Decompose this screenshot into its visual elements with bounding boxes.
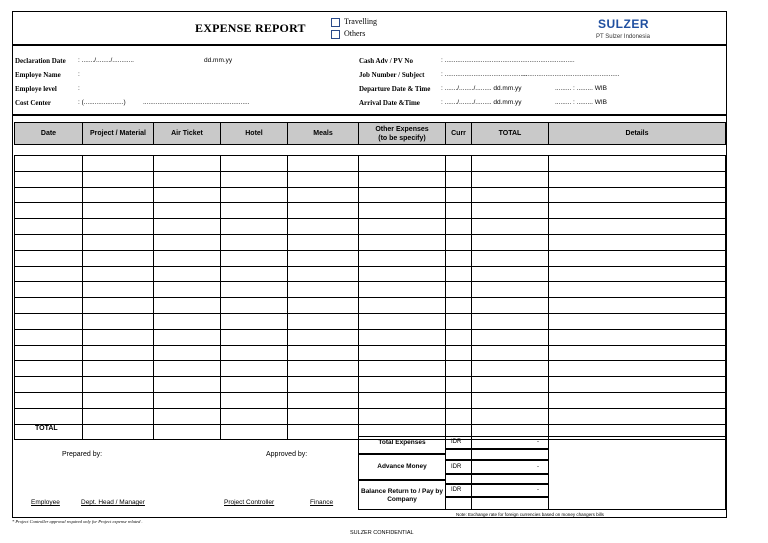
table-cell[interactable] — [153, 360, 221, 377]
exchange-rate-note: Note: Exchange rate for foreign currencies based on money changers bills — [456, 512, 604, 517]
col-header-1: Project / Material — [82, 122, 154, 145]
table-cell[interactable] — [548, 329, 726, 346]
table-cell[interactable] — [548, 281, 726, 298]
table-cell[interactable] — [358, 234, 446, 251]
table-cell[interactable] — [153, 297, 221, 314]
table-cell[interactable] — [445, 266, 472, 283]
job-subject-value[interactable]: ...................................................... — [522, 71, 620, 78]
table-cell[interactable] — [358, 218, 446, 235]
total-expenses-curr: IDR — [451, 439, 462, 445]
table-cell[interactable] — [287, 202, 359, 219]
table-cell[interactable] — [358, 266, 446, 283]
declaration-date-format: dd.mm.yy — [204, 57, 233, 64]
table-cell[interactable] — [220, 202, 288, 219]
table-cell[interactable] — [153, 392, 221, 409]
cost-center-label: Cost Center — [15, 99, 51, 107]
table-cell[interactable] — [445, 187, 472, 204]
table-cell[interactable] — [445, 376, 472, 393]
table-cell[interactable] — [153, 376, 221, 393]
table-cell[interactable] — [548, 171, 726, 188]
table-cell[interactable] — [153, 234, 221, 251]
table-cell[interactable] — [14, 266, 83, 283]
employee-name-label: Employe Name — [15, 71, 61, 79]
table-cell[interactable] — [287, 392, 359, 409]
table-cell[interactable] — [358, 408, 446, 425]
table-cell[interactable] — [287, 250, 359, 267]
table-cell[interactable] — [471, 187, 549, 204]
table-cell[interactable] — [471, 313, 549, 330]
table-cell[interactable] — [358, 345, 446, 362]
table-cell[interactable] — [153, 281, 221, 298]
table-cell[interactable] — [548, 376, 726, 393]
table-cell[interactable] — [220, 313, 288, 330]
table-cell[interactable] — [445, 345, 472, 362]
table-cell[interactable] — [471, 250, 549, 267]
table-cell[interactable] — [471, 266, 549, 283]
employee-level-value[interactable]: : — [78, 85, 80, 92]
table-cell[interactable] — [153, 187, 221, 204]
table-cell[interactable] — [358, 171, 446, 188]
table-cell[interactable] — [445, 360, 472, 377]
others-checkbox[interactable] — [331, 30, 340, 39]
table-cell[interactable] — [82, 408, 154, 425]
table-cell[interactable] — [14, 250, 83, 267]
table-cell[interactable] — [82, 297, 154, 314]
table-cell[interactable] — [14, 376, 83, 393]
table-cell[interactable] — [445, 250, 472, 267]
table-cell[interactable] — [220, 376, 288, 393]
table-cell[interactable] — [471, 329, 549, 346]
page-title: EXPENSE REPORT — [195, 21, 306, 35]
departure-date-value[interactable]: : ......./......../......... dd.mm.yy — [441, 85, 522, 92]
table-cell[interactable] — [153, 266, 221, 283]
table-cell[interactable] — [287, 297, 359, 314]
table-cell[interactable] — [471, 202, 549, 219]
table-cell[interactable] — [220, 187, 288, 204]
table-cell[interactable] — [14, 329, 83, 346]
table-cell[interactable] — [287, 313, 359, 330]
total-row-cell[interactable] — [287, 424, 359, 441]
cost-center-description[interactable]: ........................................................... — [143, 99, 250, 106]
table-cell[interactable] — [287, 218, 359, 235]
table-cell[interactable] — [287, 281, 359, 298]
table-cell[interactable] — [14, 297, 83, 314]
departure-time-value[interactable]: ......... : ......... WIB — [555, 85, 608, 92]
table-cell[interactable] — [358, 187, 446, 204]
employee-name-value[interactable]: : — [78, 71, 80, 78]
table-cell[interactable] — [153, 329, 221, 346]
summary-amt-3b — [471, 497, 549, 510]
table-cell[interactable] — [445, 171, 472, 188]
table-cell[interactable] — [471, 234, 549, 251]
table-cell[interactable] — [82, 376, 154, 393]
table-cell[interactable] — [445, 297, 472, 314]
table-cell[interactable] — [548, 345, 726, 362]
declaration-date-value[interactable]: : ......./......../............ — [78, 57, 134, 64]
table-cell[interactable] — [14, 345, 83, 362]
table-cell[interactable] — [548, 313, 726, 330]
arrival-date-value[interactable]: : ......./......../......... dd.mm.yy — [441, 99, 522, 106]
table-cell[interactable] — [471, 345, 549, 362]
total-row-cell[interactable] — [153, 424, 221, 441]
table-cell[interactable] — [287, 408, 359, 425]
signatory-project-controller: Project Controller — [224, 499, 275, 506]
summary-amt-2b — [471, 474, 549, 484]
table-cell[interactable] — [445, 202, 472, 219]
total-row-cell[interactable] — [82, 424, 154, 441]
departure-label: Departure Date & Time — [359, 85, 431, 93]
table-cell[interactable] — [445, 408, 472, 425]
table-cell[interactable] — [445, 234, 472, 251]
table-cell[interactable] — [471, 281, 549, 298]
col-header-0: Date — [14, 122, 83, 145]
cash-adv-label: Cash Adv / PV No — [359, 57, 413, 65]
table-cell[interactable] — [220, 234, 288, 251]
confidential-footer: SULZER CONFIDENTIAL — [350, 530, 414, 536]
table-cell[interactable] — [358, 360, 446, 377]
table-cell[interactable] — [14, 171, 83, 188]
table-cell[interactable] — [220, 408, 288, 425]
table-cell[interactable] — [445, 281, 472, 298]
table-cell[interactable] — [548, 392, 726, 409]
total-expenses-label: Total Expenses — [378, 439, 426, 446]
employee-level-label: Employe level — [15, 85, 57, 93]
balance-return-label: Balance Return to / Pay by Company — [361, 488, 443, 503]
table-cell[interactable] — [548, 408, 726, 425]
travelling-label: Travelling — [344, 17, 378, 26]
table-cell[interactable] — [82, 155, 154, 172]
table-cell[interactable] — [14, 281, 83, 298]
travelling-checkbox[interactable] — [331, 18, 340, 27]
table-cell[interactable] — [287, 234, 359, 251]
table-cell[interactable] — [153, 171, 221, 188]
table-cell[interactable] — [220, 171, 288, 188]
table-cell[interactable] — [14, 218, 83, 235]
table-cell[interactable] — [82, 187, 154, 204]
table-cell[interactable] — [287, 187, 359, 204]
table-cell[interactable] — [358, 250, 446, 267]
table-cell[interactable] — [14, 155, 83, 172]
table-cell[interactable] — [471, 360, 549, 377]
table-cell[interactable] — [220, 360, 288, 377]
table-cell[interactable] — [14, 187, 83, 204]
prepared-by-label: Prepared by: — [62, 451, 103, 458]
table-cell[interactable] — [82, 392, 154, 409]
col-header-3: Hotel — [220, 122, 288, 145]
table-cell[interactable] — [287, 155, 359, 172]
balance-return-curr: IDR — [451, 487, 462, 493]
table-cell[interactable] — [548, 187, 726, 204]
table-cell[interactable] — [287, 376, 359, 393]
summary-curr-2b — [445, 474, 472, 484]
table-cell[interactable] — [14, 202, 83, 219]
total-row-cell[interactable] — [220, 424, 288, 441]
table-cell[interactable] — [14, 392, 83, 409]
advance-money-curr: IDR — [451, 464, 462, 470]
summary-amt-1b — [471, 449, 549, 460]
others-label: Others — [344, 29, 366, 38]
company-subtitle: PT Sulzer Indonesia — [596, 34, 650, 40]
table-cell[interactable] — [220, 297, 288, 314]
table-cell[interactable] — [220, 281, 288, 298]
arrival-time-value[interactable]: ......... : ......... WIB — [555, 99, 608, 106]
advance-money-label: Advance Money — [377, 463, 427, 470]
arrival-label: Arrival Date &Time — [359, 99, 420, 107]
col-header-8: Details — [548, 122, 726, 145]
table-cell[interactable] — [358, 202, 446, 219]
table-cell[interactable] — [445, 329, 472, 346]
table-cell[interactable] — [548, 250, 726, 267]
table-cell[interactable] — [287, 329, 359, 346]
table-cell[interactable] — [358, 281, 446, 298]
table-cell[interactable] — [287, 345, 359, 362]
advance-money-amount: - — [537, 464, 539, 470]
table-cell[interactable] — [220, 329, 288, 346]
table-cell[interactable] — [445, 155, 472, 172]
table-cell[interactable] — [82, 329, 154, 346]
cost-center-value[interactable]: : (......................) — [78, 99, 126, 106]
project-controller-note: * Project Controller approval required only for Project expense related . — [12, 519, 143, 524]
summary-curr-1b — [445, 449, 472, 460]
table-cell[interactable] — [220, 155, 288, 172]
table-cell[interactable] — [358, 155, 446, 172]
company-logo: SULZER — [598, 17, 649, 31]
table-cell[interactable] — [358, 313, 446, 330]
table-cell[interactable] — [82, 218, 154, 235]
table-cell[interactable] — [548, 202, 726, 219]
table-cell[interactable] — [445, 218, 472, 235]
col-header-7: TOTAL — [471, 122, 549, 145]
table-cell[interactable] — [82, 266, 154, 283]
table-cell[interactable] — [358, 376, 446, 393]
col-header-4: Meals — [287, 122, 359, 145]
table-cell[interactable] — [548, 218, 726, 235]
table-cell[interactable] — [153, 313, 221, 330]
total-expenses-amount: - — [537, 439, 539, 445]
table-cell[interactable] — [445, 313, 472, 330]
table-cell[interactable] — [358, 329, 446, 346]
table-cell[interactable] — [287, 360, 359, 377]
table-cell[interactable] — [548, 360, 726, 377]
table-cell[interactable] — [471, 408, 549, 425]
table-cell[interactable] — [548, 297, 726, 314]
table-cell[interactable] — [14, 234, 83, 251]
table-cell[interactable] — [548, 234, 726, 251]
table-cell[interactable] — [220, 250, 288, 267]
table-cell[interactable] — [82, 345, 154, 362]
table-cell[interactable] — [220, 218, 288, 235]
col-header-6: Curr — [445, 122, 472, 145]
table-cell[interactable] — [153, 155, 221, 172]
table-cell[interactable] — [471, 297, 549, 314]
table-cell[interactable] — [153, 218, 221, 235]
col-header-5: Other Expenses (to be specify) — [358, 122, 446, 145]
table-cell[interactable] — [445, 392, 472, 409]
table-cell[interactable] — [287, 266, 359, 283]
table-cell[interactable] — [471, 155, 549, 172]
signatory-employee: Employee — [31, 499, 60, 506]
table-cell[interactable] — [82, 313, 154, 330]
table-cell[interactable] — [220, 392, 288, 409]
table-cell[interactable] — [153, 408, 221, 425]
table-cell[interactable] — [287, 171, 359, 188]
table-cell[interactable] — [153, 202, 221, 219]
table-cell[interactable] — [153, 250, 221, 267]
table-cell[interactable] — [14, 360, 83, 377]
table-cell[interactable] — [82, 171, 154, 188]
summary-curr-3b — [445, 497, 472, 510]
table-cell[interactable] — [220, 345, 288, 362]
col-header-2: Air Ticket — [153, 122, 221, 145]
table-cell[interactable] — [82, 281, 154, 298]
table-cell[interactable] — [82, 202, 154, 219]
table-cell[interactable] — [471, 171, 549, 188]
table-cell[interactable] — [358, 392, 446, 409]
signatory-dept-head: Dept. Head / Manager — [81, 499, 145, 506]
signatory-finance: Finance — [310, 499, 334, 506]
table-cell[interactable] — [471, 218, 549, 235]
table-cell[interactable] — [82, 360, 154, 377]
total-row-label: TOTAL — [35, 425, 58, 432]
table-cell[interactable] — [548, 155, 726, 172]
table-cell[interactable] — [220, 266, 288, 283]
cash-adv-value[interactable]: : ........................................................................ — [441, 57, 575, 64]
balance-return-amount: - — [537, 487, 539, 493]
approved-by-label: Approved by: — [266, 451, 308, 458]
table-cell[interactable] — [82, 250, 154, 267]
table-cell[interactable] — [82, 234, 154, 251]
job-number-value[interactable]: : .............................................. — [441, 71, 528, 78]
table-cell[interactable] — [471, 392, 549, 409]
table-cell[interactable] — [14, 408, 83, 425]
table-cell[interactable] — [471, 376, 549, 393]
details-summary-area[interactable] — [548, 436, 726, 510]
table-cell[interactable] — [153, 345, 221, 362]
table-cell[interactable] — [358, 297, 446, 314]
declaration-date-label: Declaration Date — [15, 57, 66, 65]
table-cell[interactable] — [14, 313, 83, 330]
job-number-label: Job Number / Subject — [359, 71, 425, 79]
table-cell[interactable] — [548, 266, 726, 283]
